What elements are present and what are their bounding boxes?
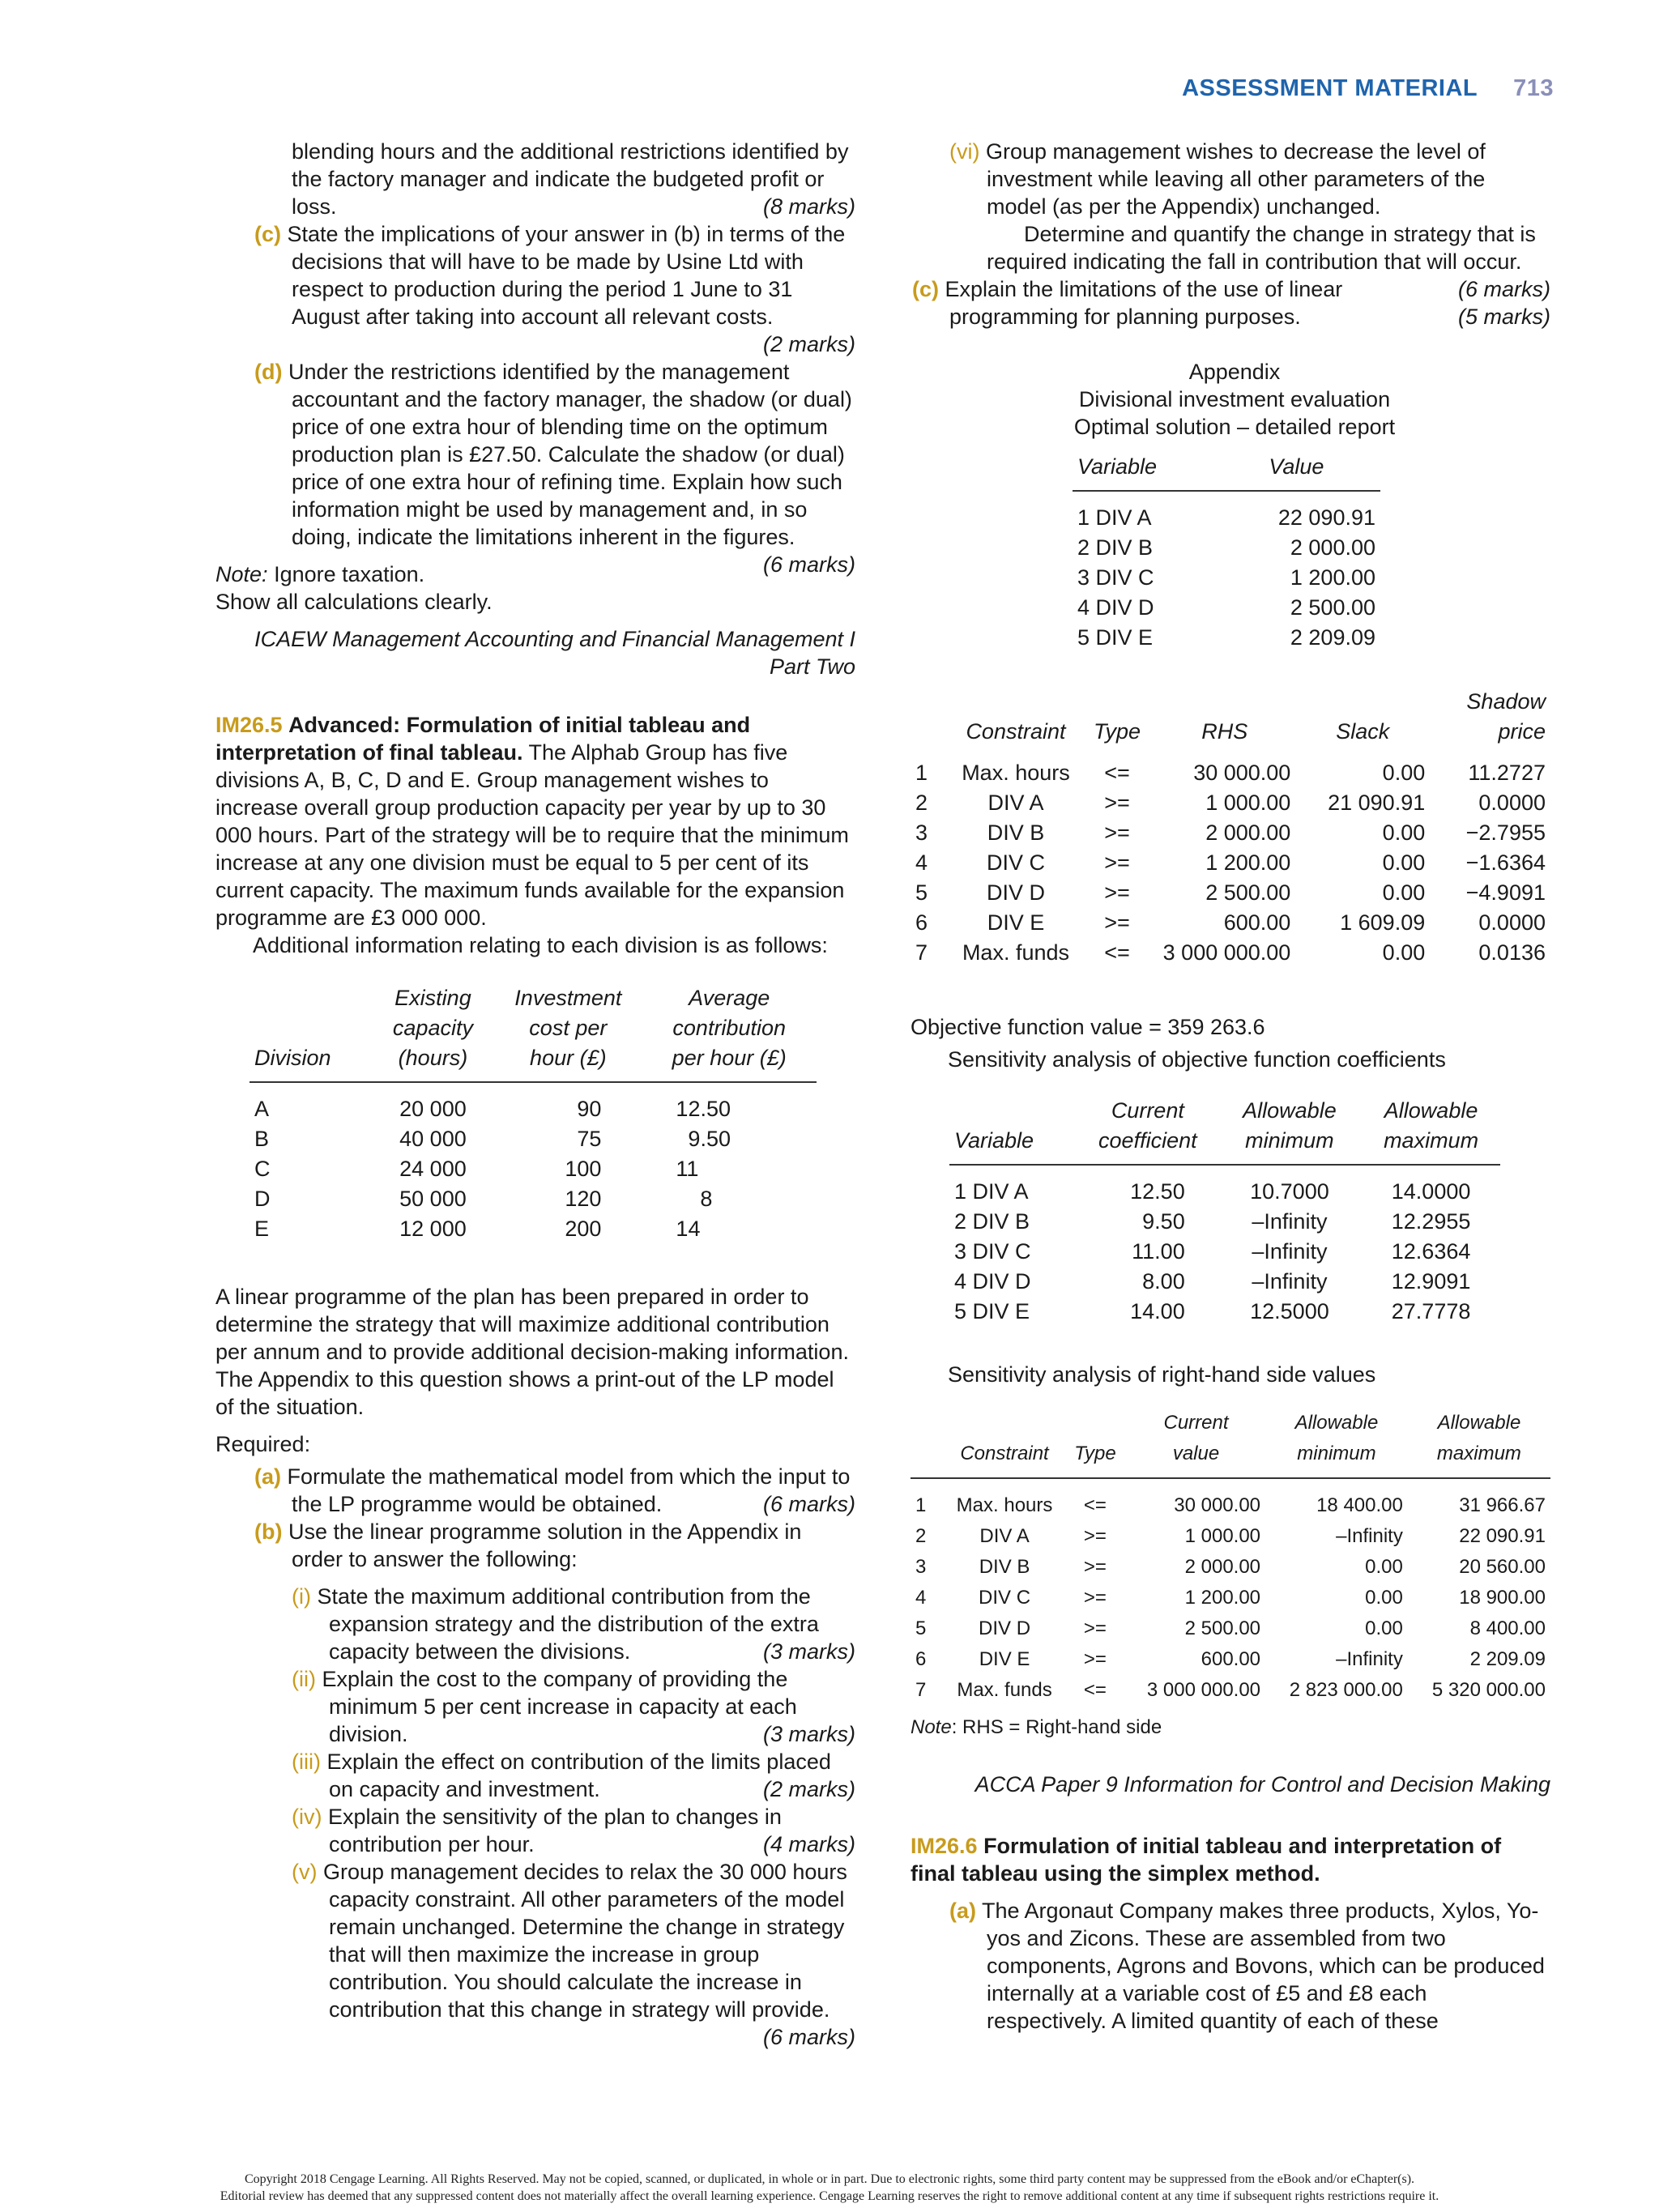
division-table — [249, 983, 817, 1244]
table-row: 7 Max. funds <= 3 000 000.00 0.00 0.0136 — [915, 940, 1546, 965]
sens-rhs-title: Sensitivity analysis of right-hand side values — [948, 1362, 1376, 1387]
table-row: 2 DIV B 2 000.00 — [1077, 535, 1375, 560]
note-line2: Show all calculations clearly. — [215, 590, 493, 614]
item-d: (d) Under the restrictions identified by the management accountant and the factory manager, the shadow (or dual) price of one extra hour of blending time on the optimum production plan is £27.50. Calculate the shadow (or dual) price of one extra hour of refining time. Explain how such information might be used by management and, in so doing, indicate the limitations inherent in the figures. (6 marks) — [254, 360, 855, 577]
copyright-footer: Copyright 2018 Cengage Learning. All Rights Reserved. May not be copied, scanned, or duplicated, in whole or in part. Due to electronic rights, some third party content may be suppressed from the eBook and/or eChapter(s). Editorial review has deemed that any suppressed content does not materially affect the overall learning experience. Cengage Learning reserves the right to remove additional content at any time if subsequent rights restrictions require it. — [220, 2172, 1439, 2203]
th-shadow-price: Shadow price — [1466, 689, 1546, 744]
im26-6-item-a: (a) The Argonaut Company makes three products, Xylos, Yo-yos and Zicons. These are assembled from two components, Agrons and Bovons, which can be produced internally at a variable cost of £5 and £8 each respectively. A limited quantity of each of these — [949, 1899, 1545, 2033]
th-rhs: RHS — [1201, 719, 1248, 744]
page-number: 713 — [1513, 75, 1554, 101]
th-division: Division — [249, 983, 372, 1082]
item-c-marks: (2 marks) — [763, 332, 855, 356]
source-part: Part Two — [769, 654, 855, 679]
th-rhs-constraint: Constraint — [945, 1408, 1064, 1478]
th-investment: Investment cost per hour (£) — [494, 983, 642, 1082]
table-row: 1 DIV A 22 090.91 — [1077, 505, 1375, 530]
th-contribution: Average contribution per hour (£) — [642, 983, 817, 1082]
rhs-note: Note: RHS = Right-hand side — [911, 1716, 1162, 1738]
item-b-continuation: blending hours and the additional restrictions identified by the factory manager and indicate the budgeted profit or loss. (8 marks) — [292, 139, 855, 219]
left-column — [215, 138, 855, 2051]
table-row: D 50 000 120 8 — [254, 1187, 713, 1211]
source-acca: ACCA Paper 9 Information for Control and Decision Making — [975, 1772, 1550, 1796]
table-row: 3 DIV B >= 2 000.00 0.00 −2.7955 — [915, 820, 1546, 845]
table-row: 2 DIV A >= 1 000.00 –Infinity 22 090.91 — [915, 1525, 1546, 1547]
item-a: (a) Formulate the mathematical model from which the input to the LP programme would be obtained. (6 marks) — [254, 1464, 855, 1516]
table-row: 5 DIV D >= 2 500.00 0.00 −4.9091 — [915, 880, 1546, 905]
th-obj-variable: Variable — [949, 1096, 1078, 1165]
table-row: C 24 000 100 11 — [254, 1157, 699, 1181]
table-row: 7 Max. funds <= 3 000 000.00 2 823 000.00 5 320 000.00 — [915, 1679, 1546, 1701]
table-row: 4 DIV D 8.00 –Infinity 12.9091 — [954, 1269, 1471, 1294]
th-capacity: Existing capacity (hours) — [372, 983, 495, 1082]
table-row: 2 DIV B 9.50 –Infinity 12.2955 — [954, 1209, 1471, 1234]
note: Note: Ignore taxation. — [215, 562, 425, 586]
sub-item-ii: (ii) Explain the cost to the company of providing the minimum 5 per cent increase in capacity at each division. (3 marks) — [292, 1667, 855, 1746]
sub-item-iii: (iii) Explain the effect on contribution of the limits placed on capacity and investment. (2 marks) — [292, 1750, 855, 1801]
im26-6-title: IM26.6 Formulation of initial tableau and interpretation of final tableau using the simplex method. — [911, 1834, 1502, 1886]
sub-item-iv: (iv) Explain the sensitivity of the plan to changes in contribution per hour. (4 marks) — [292, 1805, 855, 1856]
th-rhs-current: Current value — [1127, 1408, 1265, 1478]
sub-item-v: (v) Group management decides to relax the 30 000 hours capacity constraint. All other parameters of the model remain unchanged. Determine the change in strategy that will then maximize the increase in group contribution. You should calculate the increase in contribution that this change in strategy will provide. — [292, 1860, 847, 2022]
table-row: 1 DIV A 12.50 10.7000 14.0000 — [954, 1179, 1471, 1204]
lp-paragraph: A linear programme of the plan has been prepared in order to determine the strategy that will maximize additional contribution per annum and to provide additional decision-making information. The Appendix to this question shows a print-out of the LP model of the situation. — [215, 1285, 849, 1419]
th-rhs-max: Allowable maximum — [1408, 1408, 1550, 1478]
table-row: 6 DIV E >= 600.00 1 609.09 0.0000 — [915, 910, 1546, 935]
table-row: 5 DIV D >= 2 500.00 0.00 8 400.00 — [915, 1617, 1546, 1639]
th-variable: Variable — [1073, 452, 1213, 491]
th-slack: Slack — [1336, 719, 1390, 744]
table-row: A 20 000 90 12.50 — [254, 1097, 731, 1121]
th-obj-current: Current coefficient — [1078, 1096, 1218, 1165]
table-row: B 40 000 75 9.50 — [254, 1127, 731, 1151]
im26-5-intro: IM26.5 Advanced: Formulation of initial tableau and interpretation of final tableau. The Alphab Group has five divisions A, B, C, D and E. Group management wishes to increase overall group production capacity per year by up to 30 000 hours. Part of the strategy will be to require that the minimum increase at any one division must be equal to 5 per cent of its current capacity. The maximum funds available for the expansion programme are £3 000 000. — [215, 713, 849, 930]
table-row: 4 DIV D 2 500.00 — [1077, 595, 1375, 620]
item-c-right: (c) Explain the limitations of the use of linear programming for planning purposes. (5 marks) — [912, 277, 1550, 329]
table-row: 3 DIV B >= 2 000.00 0.00 20 560.00 — [915, 1556, 1546, 1578]
table-row: 1 Max. hours <= 30 000.00 0.00 11.2727 — [915, 761, 1546, 785]
th-constraint: Constraint — [966, 719, 1066, 744]
constraint-table — [911, 687, 1550, 968]
table-row: 4 DIV C >= 1 200.00 0.00 18 900.00 — [915, 1587, 1546, 1609]
right-column — [911, 138, 1550, 2035]
th-value: Value — [1213, 452, 1380, 491]
table-row: E 12 000 200 14 — [254, 1217, 701, 1241]
item-b: (b) Use the linear programme solution in the Appendix in order to answer the following: — [254, 1519, 802, 1571]
table-row: 5 DIV E 14.00 12.5000 27.7778 — [954, 1299, 1471, 1323]
im26-5-intro2: Additional information relating to each division is as follows: — [253, 933, 828, 957]
th-rhs-type: Type — [1064, 1408, 1127, 1478]
running-header — [1182, 75, 1554, 102]
appendix-title: Appendix Divisional investment evaluation Optimal solution – detailed report — [1073, 360, 1396, 439]
table-row: 6 DIV E >= 600.00 –Infinity 2 209.09 — [915, 1648, 1546, 1670]
item-c: (c) State the implications of your answer in (b) in terms of the decisions that will have to be made by Usine Ltd with respect to production during the period 1 June to 31 August after taking into account all relevant costs. — [254, 222, 846, 329]
source-icaew: ICAEW Management Accounting and Financial Management I — [254, 627, 855, 651]
table-row: 2 DIV A >= 1 000.00 21 090.91 0.0000 — [915, 791, 1546, 815]
table-row: 3 DIV C 1 200.00 — [1077, 565, 1375, 590]
header-title: ASSESSMENT MATERIAL — [1182, 75, 1478, 101]
table-row: 3 DIV C 11.00 –Infinity 12.6364 — [954, 1239, 1471, 1264]
th-rhs-min: Allowable minimum — [1265, 1408, 1408, 1478]
objective-value: Objective function value = 359 263.6 — [911, 1015, 1265, 1039]
rhs-sensitivity-table — [911, 1408, 1550, 1706]
th-obj-min: Allowable minimum — [1218, 1096, 1362, 1165]
sens-obj-title: Sensitivity analysis of objective function coefficients — [948, 1047, 1446, 1072]
table-row: 4 DIV C >= 1 200.00 0.00 −1.6364 — [915, 850, 1546, 875]
variable-table — [1073, 452, 1380, 653]
sub-item-vi-text2: Determine and quantify the change in strategy that is required indicating the fall in contribution that will occur. (6 marks) — [987, 222, 1550, 301]
objective-sensitivity-table — [949, 1096, 1500, 1327]
table-row: 1 Max. hours <= 30 000.00 18 400.00 31 966.67 — [915, 1494, 1546, 1516]
sub-item-i: (i) State the maximum additional contribution from the expansion strategy and the distribution of the extra capacity between the divisions. (3 marks) — [292, 1584, 855, 1664]
sub-item-v-marks: (6 marks) — [763, 2025, 855, 2049]
th-obj-max: Allowable maximum — [1362, 1096, 1500, 1165]
th-type: Type — [1094, 719, 1141, 744]
table-row: 5 DIV E 2 209.09 — [1077, 625, 1375, 650]
required-label: Required: — [215, 1432, 311, 1456]
sub-item-vi: (vi) Group management wishes to decrease the level of investment while leaving all other parameters of the model (as per the Appendix) unchanged. — [949, 139, 1486, 219]
